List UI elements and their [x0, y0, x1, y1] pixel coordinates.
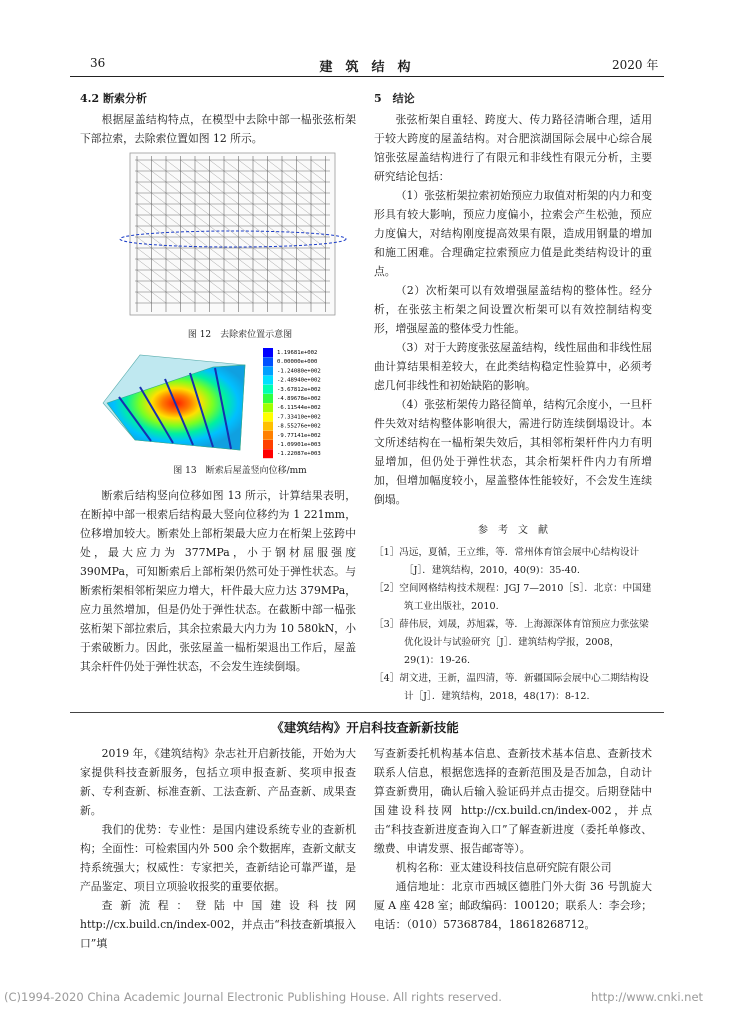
legend-swatch: [263, 385, 273, 394]
legend-swatch: [263, 348, 273, 357]
legend-swatch: [263, 431, 273, 440]
notice-left-column: [80, 744, 356, 953]
references-title: 参 考 文 献: [478, 525, 548, 536]
section-title-4-2: 4.2 断索分析: [80, 92, 147, 105]
reference-item: ［4］胡文进，王新，温四清，等．新疆国际会展中心二期结构设计［J］．建筑结构，2018，48(17)：8-12.: [374, 673, 649, 702]
notice-paragraph: 2019 年，《建筑结构》杂志社开启新技能，开始为大家提供科技查新服务，包括立项申报查新、奖项申报查新、专利查新、标准查新、工法查新、产品查新、成果查新。: [80, 747, 356, 817]
legend-swatch: [263, 357, 273, 366]
legend-label: -9.77141e+002: [277, 432, 321, 439]
conclusion-1: （1）张弦桁架拉索初始预应力取值对桁架的内力和变形具有较大影响，预应力度偏小，拉索会产生松弛，预应力度偏大，对结构刚度提高效果有限，造成用钢量的增加和施工困难。合理确定拉索预应力值是此类结构设计的重点。: [374, 189, 652, 278]
legend-swatch: [263, 422, 273, 431]
left-column: [80, 90, 356, 148]
notice-paragraph: 我们的优势：专业性：是国内建设系统专业的查新机构；全面性：可检索国内外 500 余个数据库，查新文献支持系统强大；权威性：专家把关，查新结论可靠严谨，是产品鉴定、项目立项验收报奖的重要依据。: [80, 823, 356, 893]
legend-swatch: [263, 366, 273, 375]
notice-title: 《建筑结构》开启科技查新新技能: [271, 720, 459, 735]
legend-label: -1.24080e+002: [277, 368, 321, 375]
year: 2020 年: [612, 58, 659, 72]
legend-label: -1.09901e+003: [277, 442, 321, 448]
journal-title: 建 筑 结 构: [319, 60, 411, 75]
contour-legend: [263, 348, 321, 458]
reference-item: ［3］薛伟辰，刘晟，苏旭霖，等．上海源深体育馆预应力张弦梁优化设计与试验研究［J］．建筑结构学报，2008，29(1)：19-26.: [374, 619, 649, 666]
conclusion-2: （2）次桁架可以有效增强屋盖结构的整体性。经分析，在张弦主桁架之间设置次桁架可以有效控制结构变形，增强屋盖的整体受力性能。: [374, 284, 652, 335]
header-rule: [70, 76, 664, 77]
legend-label: -3.67812e+002: [277, 386, 321, 393]
legend-label: -1.22087e+003: [277, 451, 321, 458]
paragraph: 断索后结构竖向位移如图 13 所示，计算结果表明，在断掉中部一根索后结构最大竖向位移约为 1 221mm，位移增加较大。断索处上部桁架最大应力在桁架上弦跨中处，最大应力为 377MPa，小于钢材屈服强度 390MPa，可知断索后上部桁架仍然可处于弹性状态。与断索桁架相邻桁架应力增大，杆件最大应力达 379MPa，应力虽然增加，但是仍处于弹性状态。在截断中部一榀张弦桁架下部拉索后，其余拉索最大内力为 10 580kN，小于索破断力。因此，张弦屋盖一榀桁架退出工作后，屋盖其余杆件仍处于弹性状态，不会发生连续倒塌。: [80, 489, 356, 673]
right-column: [374, 90, 652, 706]
reference-item: ［1］冯远，夏循，王立维，等．常州体育馆会展中心结构设计［J］．建筑结构，2010，40(9)：35-40.: [374, 547, 640, 576]
conclusion-4: （4）张弦桁架传力路径简单，结构冗余度小，一旦杆件失效对结构整体影响很大，需进行防连续倒塌设计。本文所述结构在一榀桁架失效后，其相邻桁架杆件内力有明显增加，但仍处于弹性状态，其余桁架杆件内力有所增加，但增加幅度较小，屋盖整体性能较好，不会发生连续倒塌。: [374, 398, 652, 506]
page-number: 36: [90, 56, 106, 70]
legend-swatch: [263, 412, 273, 421]
paragraph: 张弦桁架自重轻、跨度大、传力路径清晰合理，适用于较大跨度的屋盖结构。对合肥滨湖国际会展中心综合展馆张弦屋盖结构进行了有限元和非线性有限元分析，主要研究结论包括：: [374, 113, 652, 183]
paragraph: 根据屋盖结构特点，在模型中去除中部一榀张弦桁架下部拉索，去除索位置如图 12 所示。: [80, 113, 356, 145]
legend-label: -8.55276e+002: [277, 423, 321, 430]
legend-label: 0.00000e+000: [277, 359, 318, 366]
legend-swatch: [263, 403, 273, 412]
conclusion-3: （3）对于大跨度张弦屋盖结构，线性屈曲和非线性屈曲计算结果相差较大，在此类结构稳定性验算中，必须考虑几何非线性和初始缺陷的影响。: [374, 341, 652, 392]
copyright-footer: (C)1994-2020 China Academic Journal Electronic Publishing House. All rights reserved.: [4, 990, 502, 1004]
notice-separator: [70, 712, 664, 713]
legend-label: -2.48940e+002: [277, 377, 321, 384]
legend-swatch: [263, 449, 273, 458]
left-column-lower: [80, 486, 356, 676]
legend-label: 1.19681e+002: [277, 350, 318, 356]
notice-paragraph: 通信地址：北京市西城区德胜门外大街 36 号凯旋大厦 A 座 428 室；邮政编码：100120；联系人：李会珍；电话：（010）57368784，18618268712。: [374, 880, 652, 931]
reference-list: [374, 544, 652, 706]
cnki-url: http://www.cnki.net: [591, 990, 704, 1004]
figure-12-caption: 图 12 去除索位置示意图: [187, 330, 293, 340]
figure-12-truss-model: [115, 150, 355, 320]
notice-paragraph: 机构名称：亚太建设科技信息研究院有限公司: [395, 861, 612, 874]
reference-item: ［2］空间网格结构技术规程：JGJ 7—2010［S］．北京：中国建筑工业出版社，2010.: [374, 583, 652, 612]
notice-right-column: [374, 744, 652, 934]
legend-label: -4.89678e+002: [277, 396, 321, 402]
legend-swatch: [263, 376, 273, 385]
legend-label: -7.33410e+002: [277, 414, 321, 421]
notice-paragraph: 写查新委托机构基本信息、查新技术基本信息、查新技术联系人信息，根据您选择的查新范围及是否加急，自动计算查新费用，确认后输入验证码并点击提交。后期登陆中国建设科技网 http://cx.build.cn/index-002，并点击“科技查新进度查询入口”了解查新进度（委托单修改、缴费、申请发票、报告邮寄等）。: [374, 747, 652, 855]
legend-swatch: [263, 440, 273, 449]
figure-13-displacement-contour: [95, 345, 375, 460]
legend-label: -6.11544e+002: [277, 405, 321, 412]
notice-paragraph: 查新流程：登陆中国建设科技网 http://cx.build.cn/index-002，并点击“科技查新填报入口”填: [80, 899, 356, 950]
legend-swatch: [263, 394, 273, 403]
figure-13-caption: 图 13 断索后屋盖竖向位移/mm: [173, 466, 307, 476]
section-title-5: 5 结论: [374, 92, 415, 105]
